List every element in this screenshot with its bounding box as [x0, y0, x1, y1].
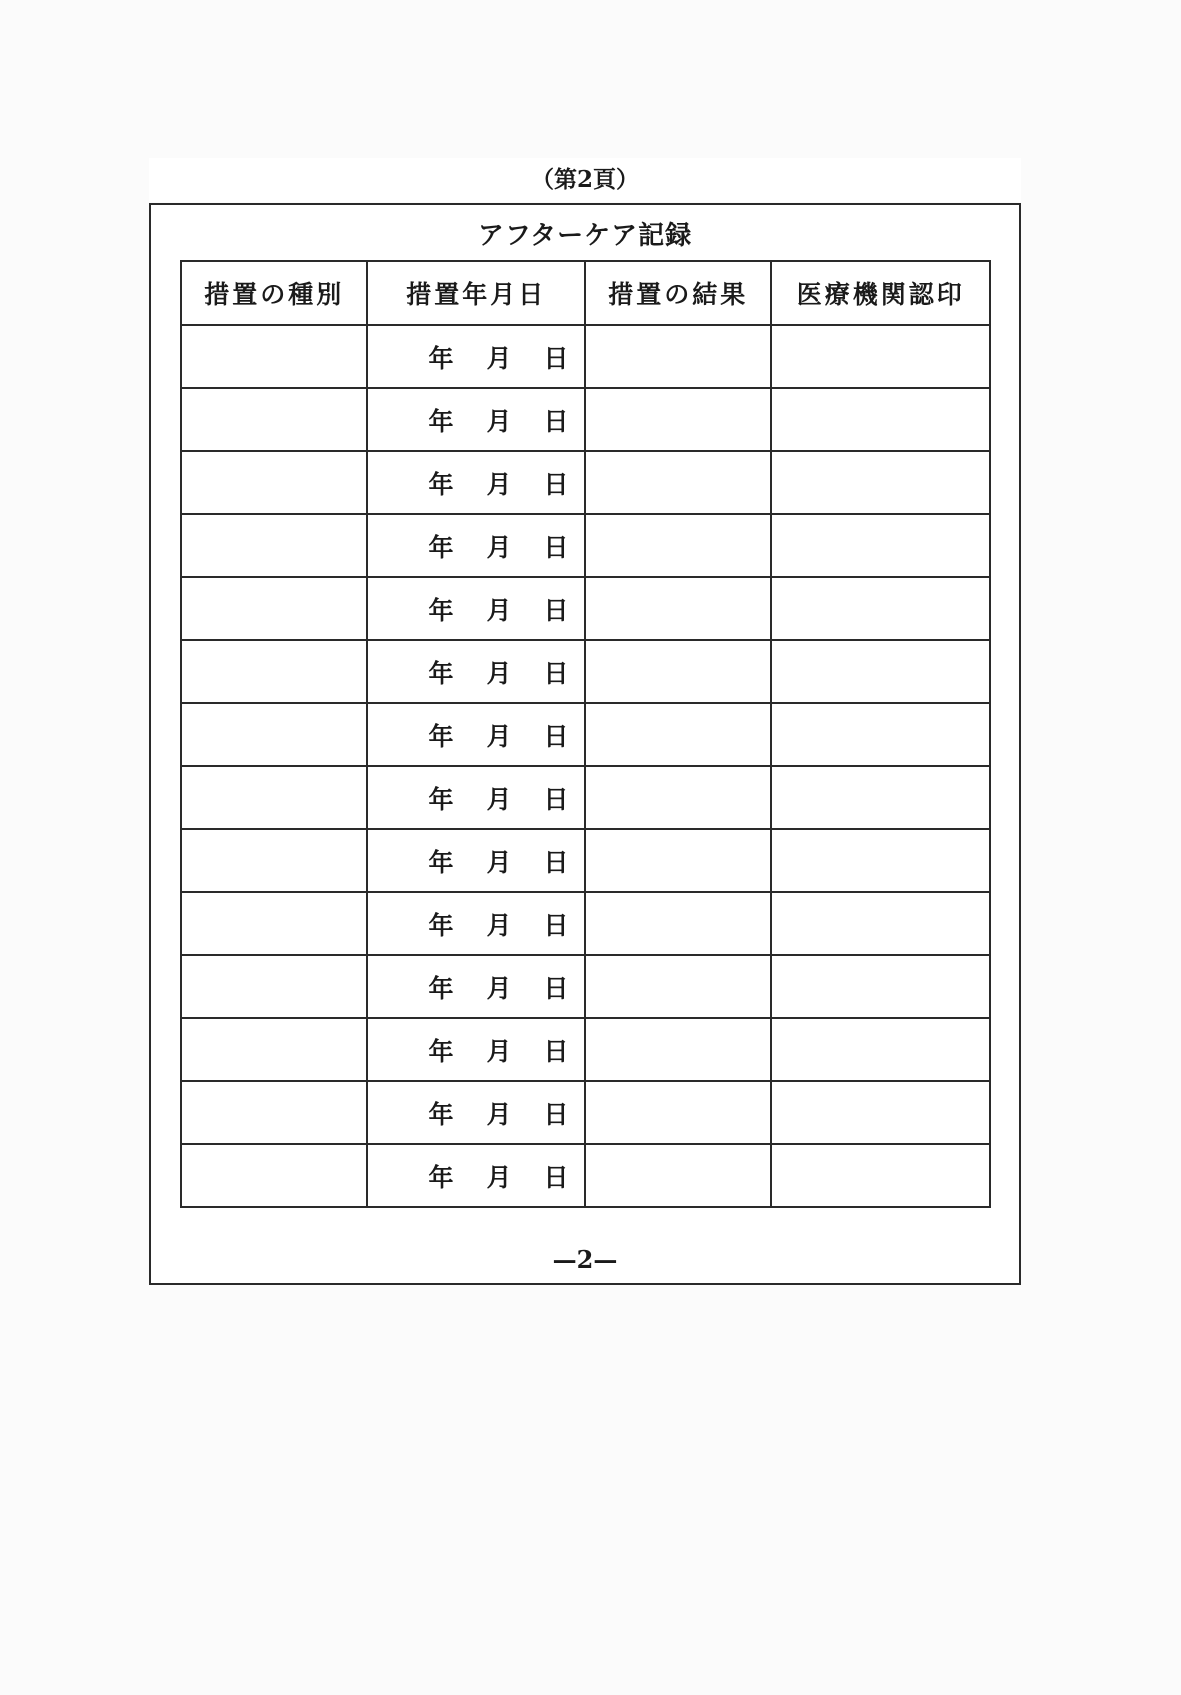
date-year-label: 年	[428, 721, 454, 751]
date-year-label: 年	[428, 1036, 454, 1066]
institution-seal-cell[interactable]	[771, 388, 990, 451]
date-month-label: 月	[486, 973, 512, 1003]
institution-seal-cell[interactable]	[771, 955, 990, 1018]
measure-date-cell[interactable]	[367, 829, 585, 892]
date-day-label: 日	[543, 343, 569, 373]
institution-seal-cell[interactable]	[771, 325, 990, 388]
header-measure-result: 措置の結果	[585, 261, 771, 325]
date-year-label: 年	[428, 973, 454, 1003]
date-day-label: 日	[543, 595, 569, 625]
measure-type-cell[interactable]	[181, 829, 367, 892]
table-row	[181, 703, 990, 766]
measure-date-cell[interactable]	[367, 514, 585, 577]
table-row	[181, 325, 990, 388]
date-year-label: 年	[428, 1099, 454, 1129]
measure-date-cell[interactable]	[367, 640, 585, 703]
date-year-label: 年	[428, 406, 454, 436]
date-day-label: 日	[543, 721, 569, 751]
date-year-label: 年	[428, 532, 454, 562]
date-month-label: 月	[486, 1099, 512, 1129]
table-row	[181, 1081, 990, 1144]
measure-date-cell[interactable]	[367, 325, 585, 388]
institution-seal-cell[interactable]	[771, 577, 990, 640]
header-measure-type: 措置の種別	[181, 261, 367, 325]
date-month-label: 月	[486, 532, 512, 562]
measure-result-cell[interactable]	[585, 451, 771, 514]
table-row	[181, 514, 990, 577]
date-year-label: 年	[428, 784, 454, 814]
date-day-label: 日	[543, 973, 569, 1003]
institution-seal-cell[interactable]	[771, 640, 990, 703]
date-year-label: 年	[428, 595, 454, 625]
table-body	[181, 325, 990, 1207]
table-row	[181, 388, 990, 451]
aftercare-record-table	[180, 260, 991, 1208]
measure-type-cell[interactable]	[181, 577, 367, 640]
measure-date-cell[interactable]	[367, 703, 585, 766]
date-month-label: 月	[486, 1162, 512, 1192]
institution-seal-cell[interactable]	[771, 451, 990, 514]
measure-date-cell[interactable]	[367, 577, 585, 640]
table-row	[181, 1144, 990, 1207]
measure-result-cell[interactable]	[585, 1018, 771, 1081]
measure-result-cell[interactable]	[585, 829, 771, 892]
measure-date-cell[interactable]	[367, 388, 585, 451]
institution-seal-cell[interactable]	[771, 703, 990, 766]
measure-type-cell[interactable]	[181, 640, 367, 703]
date-month-label: 月	[486, 784, 512, 814]
measure-type-cell[interactable]	[181, 955, 367, 1018]
date-month-label: 月	[486, 1036, 512, 1066]
table-row	[181, 766, 990, 829]
measure-result-cell[interactable]	[585, 703, 771, 766]
measure-result-cell[interactable]	[585, 388, 771, 451]
page-number: —2—	[552, 1245, 618, 1274]
date-month-label: 月	[486, 910, 512, 940]
table-header-row	[181, 261, 990, 325]
date-day-label: 日	[543, 1162, 569, 1192]
date-day-label: 日	[543, 469, 569, 499]
measure-type-cell[interactable]	[181, 703, 367, 766]
table-row	[181, 451, 990, 514]
measure-result-cell[interactable]	[585, 766, 771, 829]
date-day-label: 日	[543, 784, 569, 814]
date-month-label: 月	[486, 343, 512, 373]
date-month-label: 月	[486, 658, 512, 688]
institution-seal-cell[interactable]	[771, 766, 990, 829]
institution-seal-cell[interactable]	[771, 1081, 990, 1144]
measure-result-cell[interactable]	[585, 955, 771, 1018]
date-year-label: 年	[428, 910, 454, 940]
measure-date-cell[interactable]	[367, 892, 585, 955]
measure-date-cell[interactable]	[367, 955, 585, 1018]
date-year-label: 年	[428, 1162, 454, 1192]
measure-type-cell[interactable]	[181, 1144, 367, 1207]
measure-type-cell[interactable]	[181, 1081, 367, 1144]
measure-result-cell[interactable]	[585, 1144, 771, 1207]
date-day-label: 日	[543, 406, 569, 436]
table-row	[181, 955, 990, 1018]
date-year-label: 年	[428, 343, 454, 373]
institution-seal-cell[interactable]	[771, 1144, 990, 1207]
measure-type-cell[interactable]	[181, 388, 367, 451]
date-year-label: 年	[428, 847, 454, 877]
date-month-label: 月	[486, 847, 512, 877]
header-institution-seal: 医療機関認印	[771, 261, 990, 325]
measure-type-cell[interactable]	[181, 514, 367, 577]
table-row	[181, 829, 990, 892]
measure-date-cell[interactable]	[367, 1081, 585, 1144]
form-title: アフターケア記録	[477, 221, 693, 251]
table-row	[181, 892, 990, 955]
institution-seal-cell[interactable]	[771, 1018, 990, 1081]
institution-seal-cell[interactable]	[771, 829, 990, 892]
date-month-label: 月	[486, 406, 512, 436]
date-day-label: 日	[543, 658, 569, 688]
date-month-label: 月	[486, 469, 512, 499]
measure-date-cell[interactable]	[367, 451, 585, 514]
table-row	[181, 577, 990, 640]
table-row	[181, 640, 990, 703]
date-year-label: 年	[428, 469, 454, 499]
table-row	[181, 1018, 990, 1081]
date-day-label: 日	[543, 532, 569, 562]
measure-result-cell[interactable]	[585, 892, 771, 955]
measure-date-cell[interactable]	[367, 1144, 585, 1207]
measure-type-cell[interactable]	[181, 766, 367, 829]
measure-type-cell[interactable]	[181, 892, 367, 955]
date-day-label: 日	[543, 1099, 569, 1129]
measure-result-cell[interactable]	[585, 640, 771, 703]
measure-type-cell[interactable]	[181, 1018, 367, 1081]
page-label: （第2頁）	[530, 166, 639, 193]
measure-result-cell[interactable]	[585, 325, 771, 388]
measure-result-cell[interactable]	[585, 1081, 771, 1144]
date-month-label: 月	[486, 595, 512, 625]
measure-date-cell[interactable]	[367, 1018, 585, 1081]
institution-seal-cell[interactable]	[771, 514, 990, 577]
date-day-label: 日	[543, 847, 569, 877]
measure-type-cell[interactable]	[181, 451, 367, 514]
measure-type-cell[interactable]	[181, 325, 367, 388]
measure-date-cell[interactable]	[367, 766, 585, 829]
header-measure-date: 措置年月日	[367, 261, 585, 325]
institution-seal-cell[interactable]	[771, 892, 990, 955]
measure-result-cell[interactable]	[585, 577, 771, 640]
date-day-label: 日	[543, 1036, 569, 1066]
form-frame	[149, 203, 1021, 1285]
date-day-label: 日	[543, 910, 569, 940]
measure-result-cell[interactable]	[585, 514, 771, 577]
date-year-label: 年	[428, 658, 454, 688]
date-month-label: 月	[486, 721, 512, 751]
